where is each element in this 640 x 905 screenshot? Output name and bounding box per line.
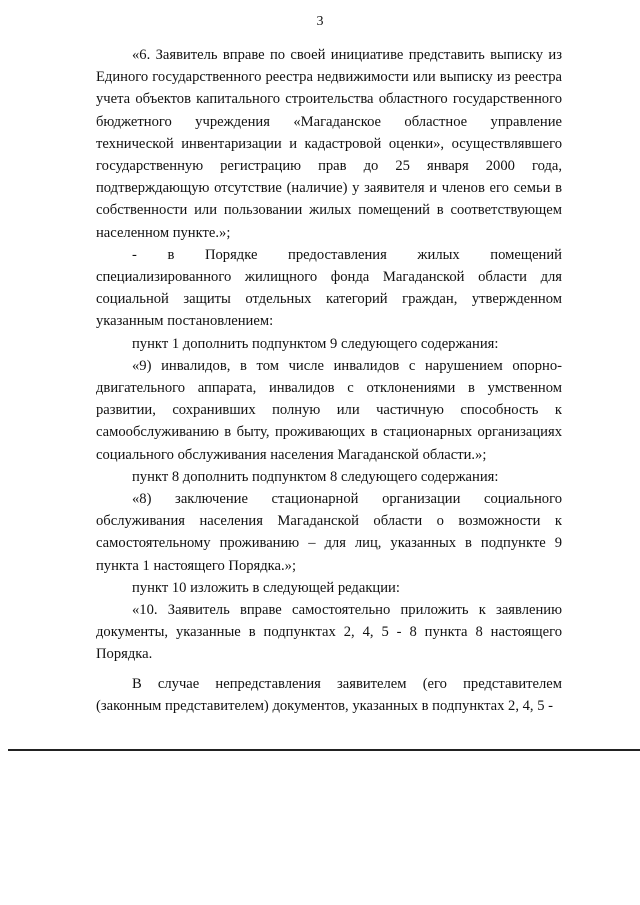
paragraph-poryadok-intro: - в Порядке предоставления жилых помещений специализированного жилищного фонда Магаданской области для социальной защиты отдельных категорий граждан, утвержденном указанным постановлением: [96, 246, 562, 330]
paragraph-punkt-10-amend: пункт 10 изложить в следующей редакции: [132, 579, 400, 596]
paragraph-subitem-8: «8) заключение стационарной организации социального обслуживания населения Магаданской области о возможности к самостоятельному проживанию – для лиц, указанных в подпункте 9 пункта 1 настоящего Порядка.»; [96, 491, 562, 574]
page-number: 3 [316, 14, 324, 29]
paragraph-item-10: «10. Заявитель вправе самостоятельно приложить к заявлению документы, указанные в подпунктах 2, 4, 5 - 8 пункта 8 настоящего Порядка. [96, 602, 562, 663]
paragraph-item-6: «6. Заявитель вправе по своей инициативе представить выписку из Единого государственного реестра недвижимости или выписку из реестра учета объектов капитального строительства областного государственного бюджетного учреждения «Магаданское областное управление технической инвентаризации и кадастровой оценки», осуществлявшего государственную регистрацию прав до 25 января 2000 года, подтверждающую отсутствие (наличие) у заявителя и членов его семьи в собственности или пользовании жилых помещений в соответствующем населенном пункте.»; [96, 47, 562, 241]
paragraph-punkt-8-amend: пункт 8 дополнить подпунктом 8 следующего содержания: [132, 468, 499, 485]
document-body [96, 44, 562, 717]
paragraph-non-submission: В случае непредставления заявителем (его представителем (законным представителем) документов, указанных в подпунктах 2, 4, 5 - [96, 675, 562, 714]
paragraph-punkt-1-amend: пункт 1 дополнить подпунктом 9 следующего содержания: [132, 335, 499, 352]
page-bottom-rule [8, 749, 640, 751]
paragraph-subitem-9: «9) инвалидов, в том числе инвалидов с нарушением опорно-двигательного аппарата, инвалидов с отклонениями в умственном развитии, сохранивших полную или частичную способность к самообслуживанию в быту, проживающих в стационарных организациях социального обслуживания населения Магаданской области.»; [96, 357, 562, 463]
